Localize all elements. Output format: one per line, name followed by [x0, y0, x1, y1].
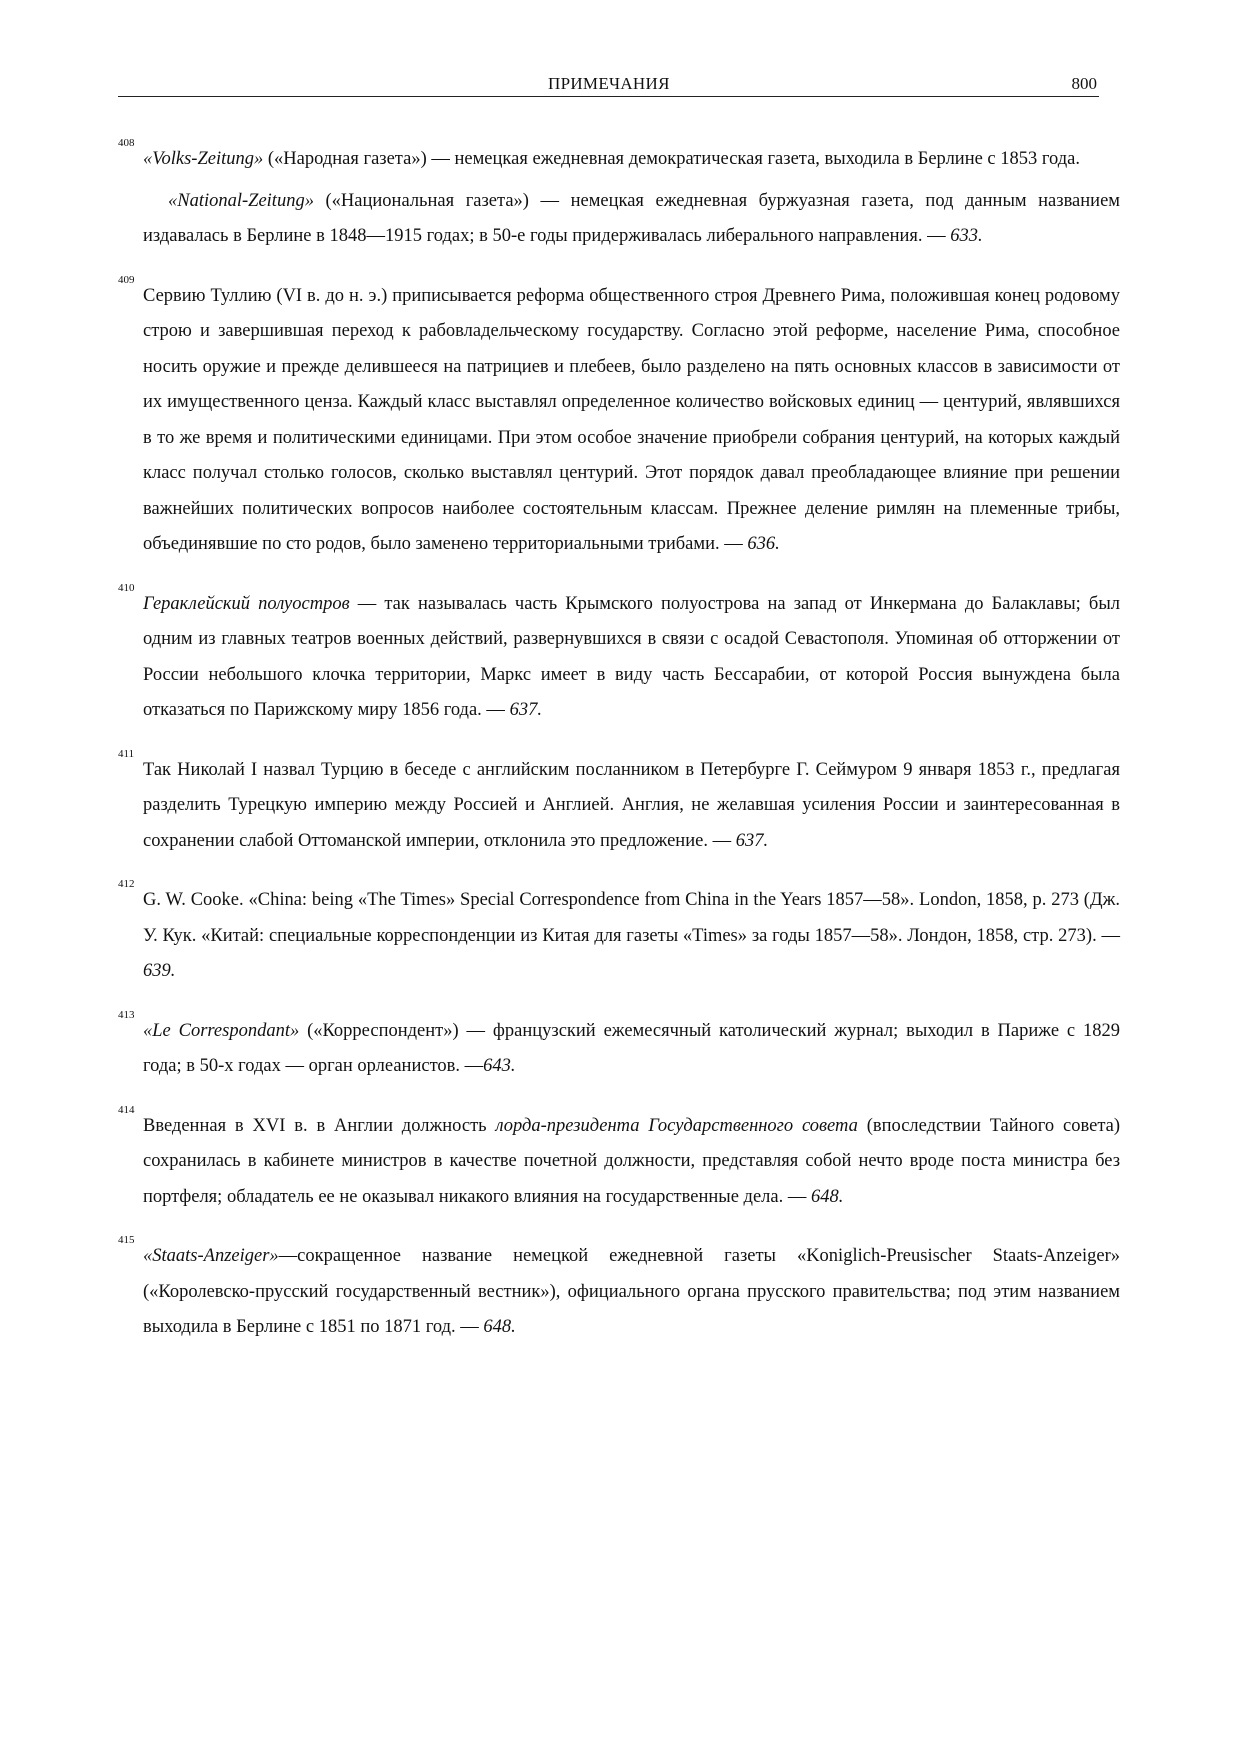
- footnote: [118, 1234, 1120, 1346]
- footnote-paragraph: [143, 1109, 1120, 1216]
- footnote-paragraph: [143, 279, 1120, 563]
- italic-text: 633.: [950, 226, 983, 246]
- footnote-text: G. W. Cooke. «China: being «The Times» Special Correspondence from China in the Years 1857—58». London, 1858, p. 273 (Дж. У. Кук. «Китай: специальные корреспонденции из Китая для газеты «Times» за годы 1857—58». Лондон, 1858, стр. 273). —: [143, 890, 1120, 946]
- footnote: [118, 1103, 1121, 1216]
- italic-text: 637.: [735, 830, 769, 851]
- italic-text: Гераклейский полуостров: [143, 593, 350, 614]
- footnote-paragraph: [143, 753, 1120, 860]
- footnote-text: — так называлась часть Крымского полуострова на запад от Инкермана до Балаклавы; был одним из главных театров военных действий, развернувшихся в связи с осадой Севастополя. Упоминая об отторжении от России небольшого клочка территории, Маркс имеет в виду часть Бессарабии, от которой Россия вынуждена была отказаться по Парижскому миру 1856 года. —: [143, 593, 1120, 720]
- footnote-number: 410: [118, 581, 135, 594]
- footnote-paragraph: [143, 1239, 1120, 1346]
- italic-text: «Volks-Zeitung»: [143, 149, 264, 169]
- footnote-number: 413: [118, 1008, 135, 1021]
- notes-list: [118, 137, 1121, 1370]
- footnote: [118, 878, 1120, 990]
- footnote-paragraph: [143, 587, 1120, 729]
- footnote-paragraph: [143, 883, 1120, 990]
- footnote-paragraph: [143, 184, 1120, 255]
- footnote-number: 409: [118, 273, 135, 286]
- footnote-number: 412: [118, 878, 135, 890]
- footnote-number: 411: [118, 747, 135, 760]
- italic-text: «Le Correspondant»: [143, 1020, 300, 1041]
- footnote-text: (впоследствии Тайного совета) сохранилась в кабинете министров в качестве почетной должности, представляя собой нечто вроде поста министра без портфеля; обладатель ее не оказывал никакого влияния на государственные дела. —: [143, 1115, 1121, 1207]
- italic-text: 639.: [143, 961, 176, 981]
- footnote: [118, 1008, 1120, 1085]
- footnote-paragraph: [143, 142, 1120, 178]
- footnote-text: («Корреспондент») — французский ежемесячный католический журнал; выходил в Париже с 1829 года; в 50-х годах — орган орлеанистов. —: [143, 1020, 1120, 1076]
- footnote: [118, 137, 1120, 255]
- page-title: ПРИМЕЧАНИЯ: [548, 74, 670, 93]
- footnote-text: Сервию Туллию (VI в. до н. э.) приписывается реформа общественного строя Древнего Рима, положившая конец родовому строю и завершившая переход к рабовладельческому государству. Согласно этой реформе, население Рима, способное носить оружие и прежде делившееся на патрициев и плебеев, было разделено на пять основных классов в зависимости от их имущественного ценза. Каждый класс выставлял определенное количество войсковых единиц — центурий, являвшихся в то же время и политическими единицами. При этом особое значение приобрели собрания центурий, на которых каждый класс получал столько голосов, сколько выставлял центурий. Этот порядок давал преобладающее влияние при решении важнейших политических вопросов наиболее состоятельным классам. Прежнее деление римлян на племенные трибы, объединявшие по сто родов, было заменено территориальными трибами. —: [143, 285, 1120, 554]
- page-header: [118, 74, 1099, 97]
- footnote-number: 415: [118, 1234, 135, 1246]
- footnote-text: («Национальная газета») — немецкая ежедневная буржуазная газета, под данным названием издавалась в Берлине в 1848—1915 годах; в 50-е годы придерживалась либерального направления. —: [143, 190, 1120, 246]
- footnote: [118, 747, 1120, 860]
- footnote-text: Так Николай I назвал Турцию в беседе с английским посланником в Петербурге Г. Сеймуром 9 января 1853 г., предлагая разделить Турецкую империю между Россией и Англией. Англия, не желавшая усиления России и заинтересованная в сохранении слабой Оттоманской империи, отклонила это предложение. —: [143, 759, 1120, 851]
- footnote: [118, 581, 1120, 729]
- italic-text: 637.: [509, 700, 542, 720]
- footnote: [118, 273, 1120, 563]
- italic-text: лорда-президента Государственного совета: [495, 1115, 858, 1136]
- page-number: 800: [1071, 74, 1097, 93]
- italic-text: «Staats-Anzeiger»: [143, 1246, 279, 1266]
- italic-text: «National-Zeitung»: [168, 190, 314, 211]
- footnote-text: —сокращенное название немецкой ежедневной газеты «Koniglich-Preusischer Staats-Anzeiger» («Королевско-прусский государственный вестник»), официального органа прусского правительства; под этим названием выходила в Берлине с 1851 по 1871 год. —: [143, 1246, 1120, 1337]
- footnote-number: 414: [118, 1103, 135, 1116]
- italic-text: 636.: [747, 534, 780, 554]
- footnote-paragraph: [143, 1014, 1120, 1085]
- italic-text: 643.: [483, 1056, 516, 1076]
- footnote-number: 408: [118, 137, 135, 149]
- italic-text: 648.: [810, 1186, 844, 1207]
- footnote-text: Введенная в XVI в. в Англии должность: [143, 1115, 496, 1136]
- italic-text: 648.: [483, 1317, 516, 1337]
- footnote-text: («Народная газета») — немецкая ежедневная демократическая газета, выходила в Берлине с 1853 года.: [263, 149, 1080, 169]
